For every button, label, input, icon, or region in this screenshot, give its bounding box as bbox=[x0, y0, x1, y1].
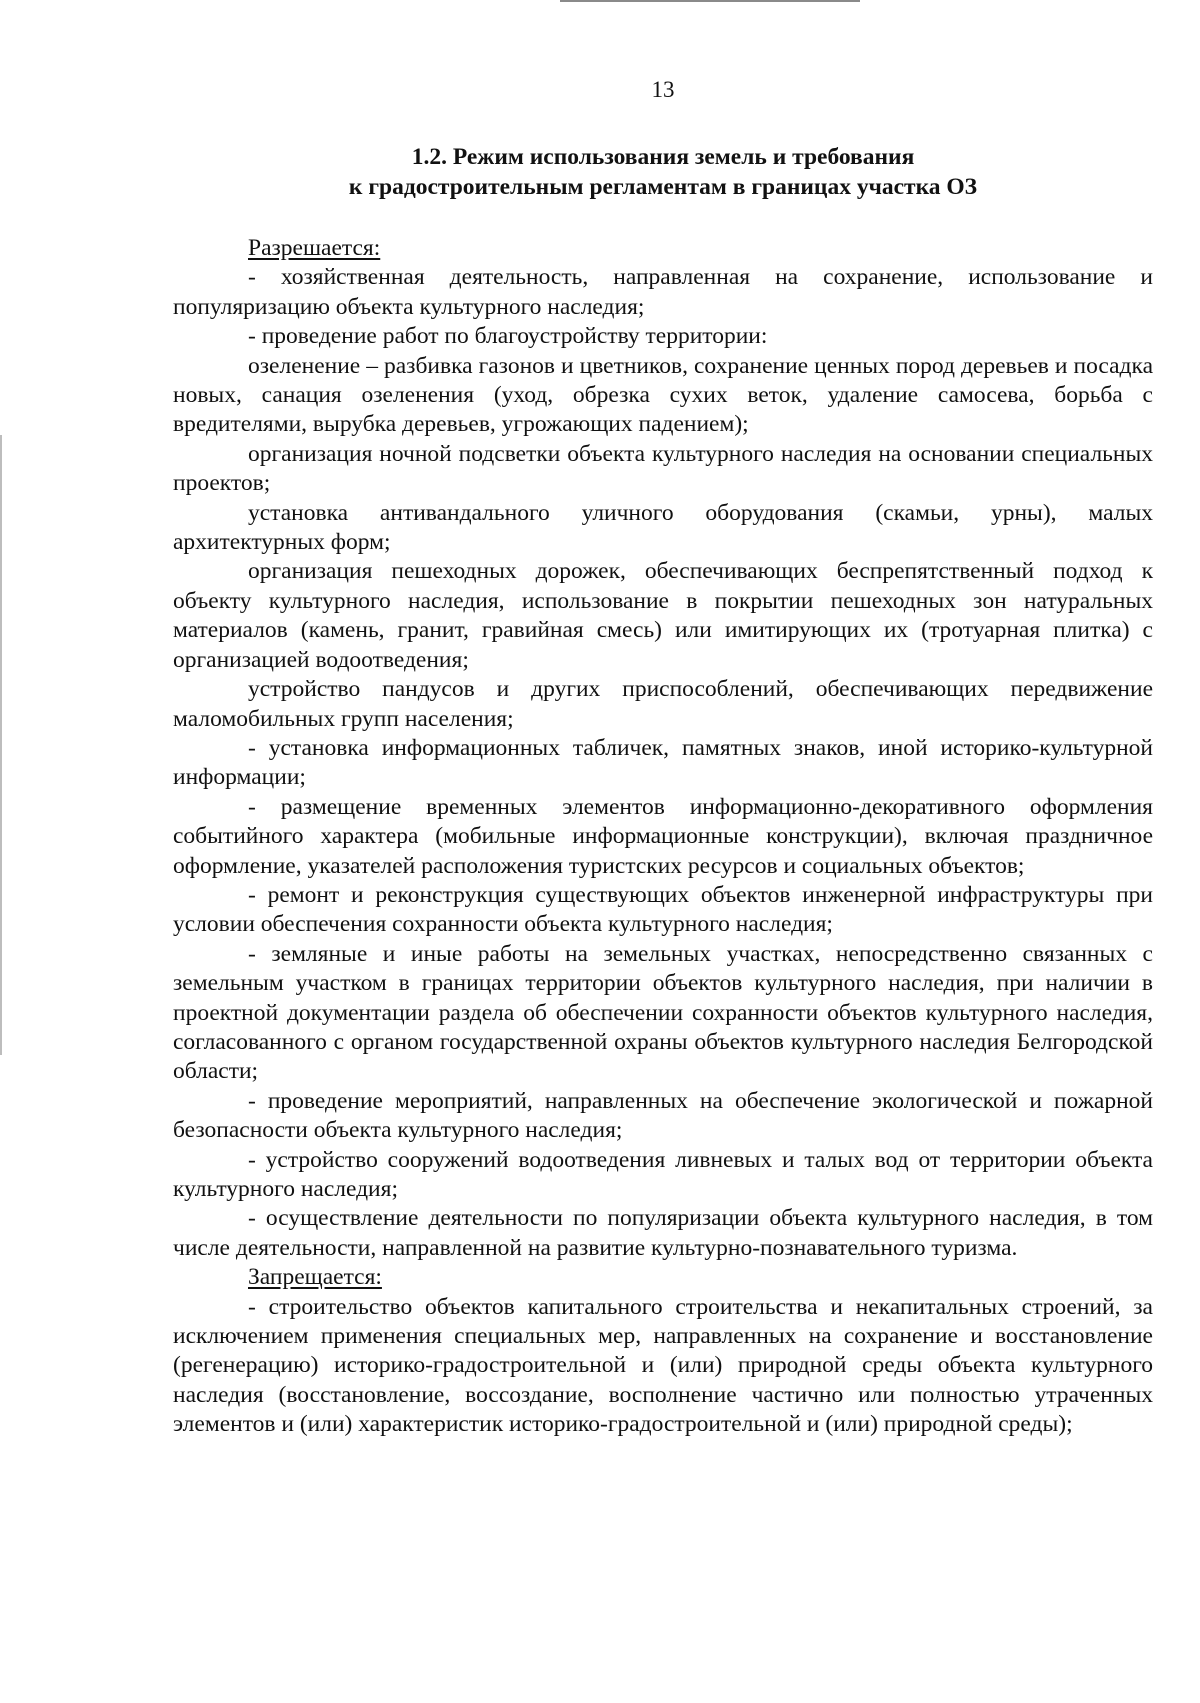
allowed-item: - установка информационных табличек, памятных знаков, иной историко-культурной информации; bbox=[173, 734, 1153, 791]
allowed-item: - размещение временных элементов информационно-декоративного оформления событийного характера (мобильные информационные конструкции), включая праздничное оформление, указателей расположения туристских ресурсов и социальных объектов; bbox=[173, 793, 1153, 879]
allowed-item: организация пешеходных дорожек, обеспечивающих беспрепятственный подход к объекту культурного наследия, использование в покрытии пешеходных зон натуральных материалов (камень, гранит, гравийная смесь) или имитирующих их (тротуарная плитка) с организацией водоотведения; bbox=[173, 558, 1153, 673]
allowed-item: - хозяйственная деятельность, направленная на сохранение, использование и популяризацию объекта культурного наследия; bbox=[173, 264, 1153, 320]
prohibited-heading bbox=[173, 1263, 1153, 1292]
allowed-item: - ремонт и реконструкция существующих объектов инженерной инфраструктуры при условии обеспечения сохранности объекта культурного наследия; bbox=[173, 881, 1153, 938]
document-body bbox=[173, 234, 1153, 1440]
allowed-heading bbox=[173, 234, 1153, 263]
allowed-item: - устройство сооружений водоотведения ливневых и талых вод от территории объекта культурного наследия; bbox=[173, 1146, 1153, 1202]
page-number: 13 bbox=[651, 77, 675, 102]
scan-top-rule bbox=[560, 0, 860, 2]
section-title bbox=[173, 142, 1153, 202]
allowed-item: организация ночной подсветки объекта культурного наследия на основании специальных проектов; bbox=[173, 440, 1153, 497]
prohibited-label: Запрещается: bbox=[248, 1264, 382, 1291]
prohibited-item: - строительство объектов капитального строительства и некапитальных строений, за исключением применения специальных мер, направленных на сохранение и восстановление (регенерацию) историко-градостроительной и (или) природной среды объекта культурного наследия (восстановление, воссоздание, восполнение частично или полностью утраченных элементов и (или) характеристик историко-градостроительной и (или) природной среды); bbox=[173, 1293, 1153, 1438]
allowed-item: озеленение – разбивка газонов и цветников, сохранение ценных пород деревьев и посадка новых, санация озеленения (уход, обрезка сухих веток, удаление самосева, борьба с вредителями, вырубка деревьев, угрожающих падением); bbox=[173, 352, 1153, 438]
allowed-item: устройство пандусов и других приспособлений, обеспечивающих передвижение маломобильных групп населения; bbox=[173, 676, 1153, 732]
allowed-item: - проведение мероприятий, направленных на обеспечение экологической и пожарной безопасности объекта культурного наследия; bbox=[173, 1087, 1153, 1144]
allowed-item: - проведение работ по благоустройству территории: bbox=[248, 323, 768, 350]
scan-margin-mark bbox=[0, 435, 2, 1055]
document-page bbox=[173, 74, 1153, 1440]
allowed-item: - земляные и иные работы на земельных участках, непосредственно связанных с земельным участком в границах территории объектов культурного наследия, при наличии в проектной документации раздела об обеспечении сохранности объектов культурного наследия, согласованного с органом государственной охраны объектов культурного наследия Белгородской области; bbox=[173, 940, 1153, 1085]
section-title-line-2: к градостроительным регламентам в границах участка ОЗ bbox=[348, 174, 978, 200]
section-title-line-1: 1.2. Режим использования земель и требования bbox=[411, 144, 915, 170]
allowed-label: Разрешается: bbox=[248, 235, 381, 261]
allowed-item: - осуществление деятельности по популяризации объекта культурного наследия, в том числе деятельности, направленной на развитие культурно-познавательного туризма. bbox=[173, 1205, 1153, 1261]
allowed-item: установка антивандального уличного оборудования (скамьи, урны), малых архитектурных форм; bbox=[173, 499, 1153, 556]
